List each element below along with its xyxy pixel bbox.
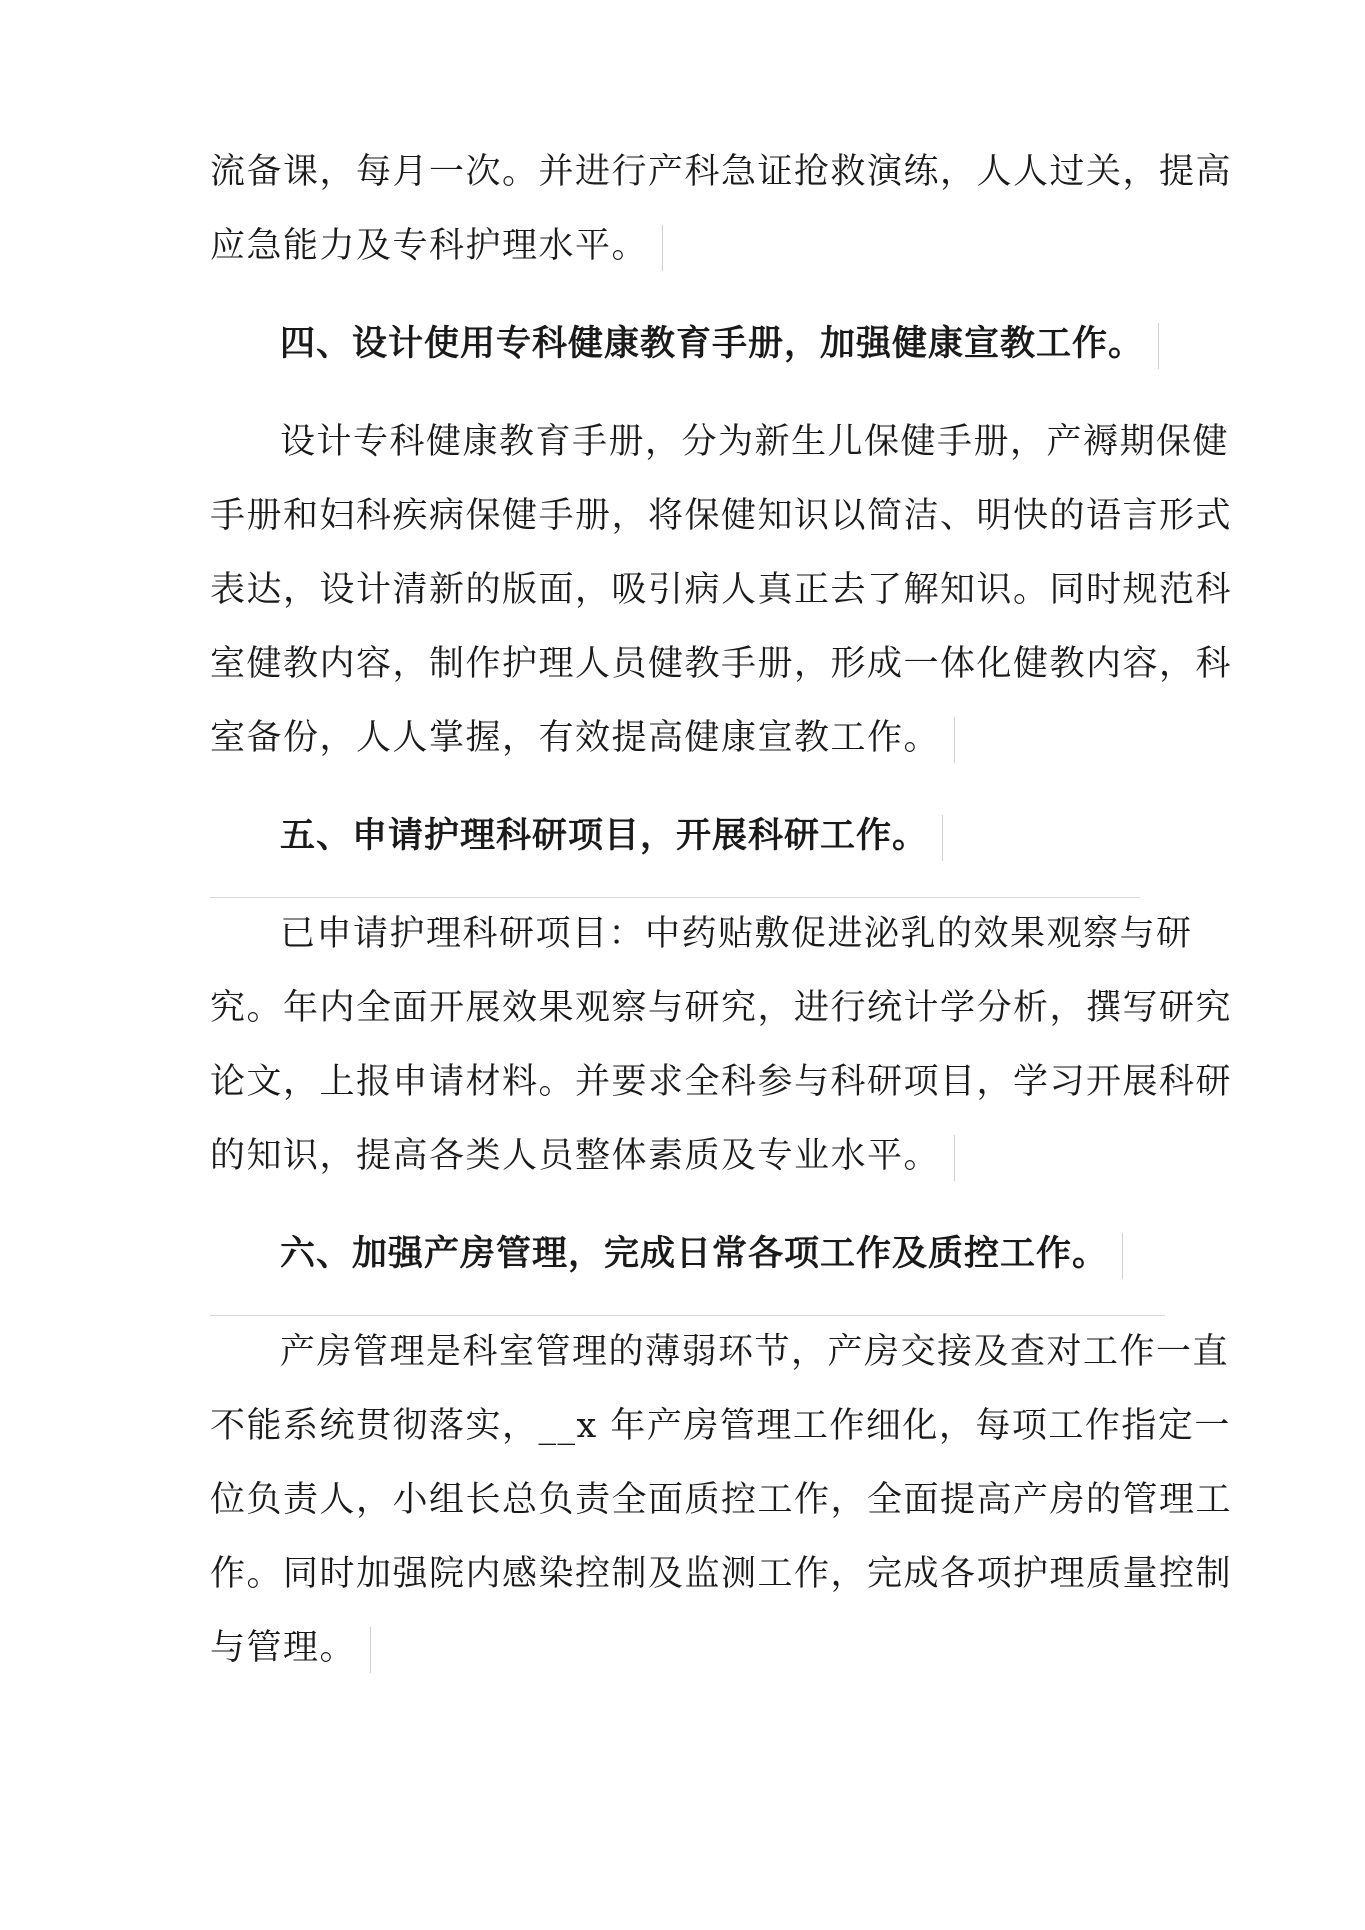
line-text: 位负责人，小组长总负责全面质控工作，全面提高产房的管理工 xyxy=(210,1480,1233,1520)
paragraph-line xyxy=(210,702,955,774)
paragraph-line xyxy=(210,1612,371,1684)
section-heading-5 xyxy=(280,800,943,872)
paragraph-line xyxy=(210,480,1232,552)
line-text: 的知识，提高各类人员整体素质及专业水平。 xyxy=(210,1136,941,1176)
line-end-mark xyxy=(370,1627,371,1673)
paragraph-line xyxy=(210,628,1232,700)
section-heading-6 xyxy=(280,1218,1123,1290)
paragraph-line xyxy=(280,1316,1229,1388)
paragraph-line xyxy=(210,210,663,282)
paragraph-line xyxy=(210,136,1232,208)
line-text: 室备份，人人掌握，有效提高健康宣教工作。 xyxy=(210,718,941,758)
paragraph-line xyxy=(210,1120,955,1192)
line-end-mark xyxy=(1158,323,1159,369)
paragraph-line xyxy=(210,1464,1232,1536)
line-end-mark xyxy=(662,225,663,271)
line-text: 已申请护理科研项目：中药贴敷促进泌乳的效果观察与研 xyxy=(280,914,1193,954)
heading-text: 五、申请护理科研项目，开展科研工作。 xyxy=(280,815,929,856)
paragraph-line xyxy=(210,1390,1231,1462)
line-text: 产房管理是科室管理的薄弱环节，产房交接及查对工作一直 xyxy=(280,1332,1230,1372)
paragraph-line xyxy=(210,972,1232,1044)
paragraph-line xyxy=(210,1046,1232,1118)
paragraph-line xyxy=(280,898,1193,970)
line-text: 论文，上报申请材料。并要求全科参与科研项目，学习开展科研 xyxy=(210,1062,1233,1102)
line-text: 流备课，每月一次。并进行产科急证抢救演练，人人过关，提高 xyxy=(210,152,1233,192)
line-text: 与管理。 xyxy=(210,1628,357,1668)
line-text: 应急能力及专科护理水平。 xyxy=(210,226,649,266)
paragraph-line xyxy=(210,1538,1232,1610)
line-text: 设计专科健康教育手册，分为新生儿保健手册，产褥期保健 xyxy=(280,422,1230,462)
line-end-mark xyxy=(1122,1233,1123,1279)
line-text: 究。年内全面开展效果观察与研究，进行统计学分析，撰写研究 xyxy=(210,988,1233,1028)
paragraph-line xyxy=(280,406,1229,478)
section-heading-4 xyxy=(280,308,1159,380)
line-text: 室健教内容，制作护理人员健教手册，形成一体化健教内容，科 xyxy=(210,644,1233,684)
line-text: 表达，设计清新的版面，吸引病人真正去了解知识。同时规范科 xyxy=(210,570,1233,610)
heading-text: 六、加强产房管理，完成日常各项工作及质控工作。 xyxy=(280,1233,1109,1274)
line-text: 不能系统贯彻落实，__x 年产房管理工作细化，每项工作指定一 xyxy=(210,1406,1231,1446)
line-text: 手册和妇科疾病保健手册，将保健知识以简洁、明快的语言形式 xyxy=(210,496,1233,536)
line-end-mark xyxy=(954,717,955,763)
line-end-mark xyxy=(942,815,943,861)
paragraph-line xyxy=(210,554,1232,626)
heading-text: 四、设计使用专科健康教育手册，加强健康宣教工作。 xyxy=(280,323,1145,364)
line-end-mark xyxy=(954,1135,955,1181)
line-text: 作。同时加强院内感染控制及监测工作，完成各项护理质量控制 xyxy=(210,1554,1233,1594)
